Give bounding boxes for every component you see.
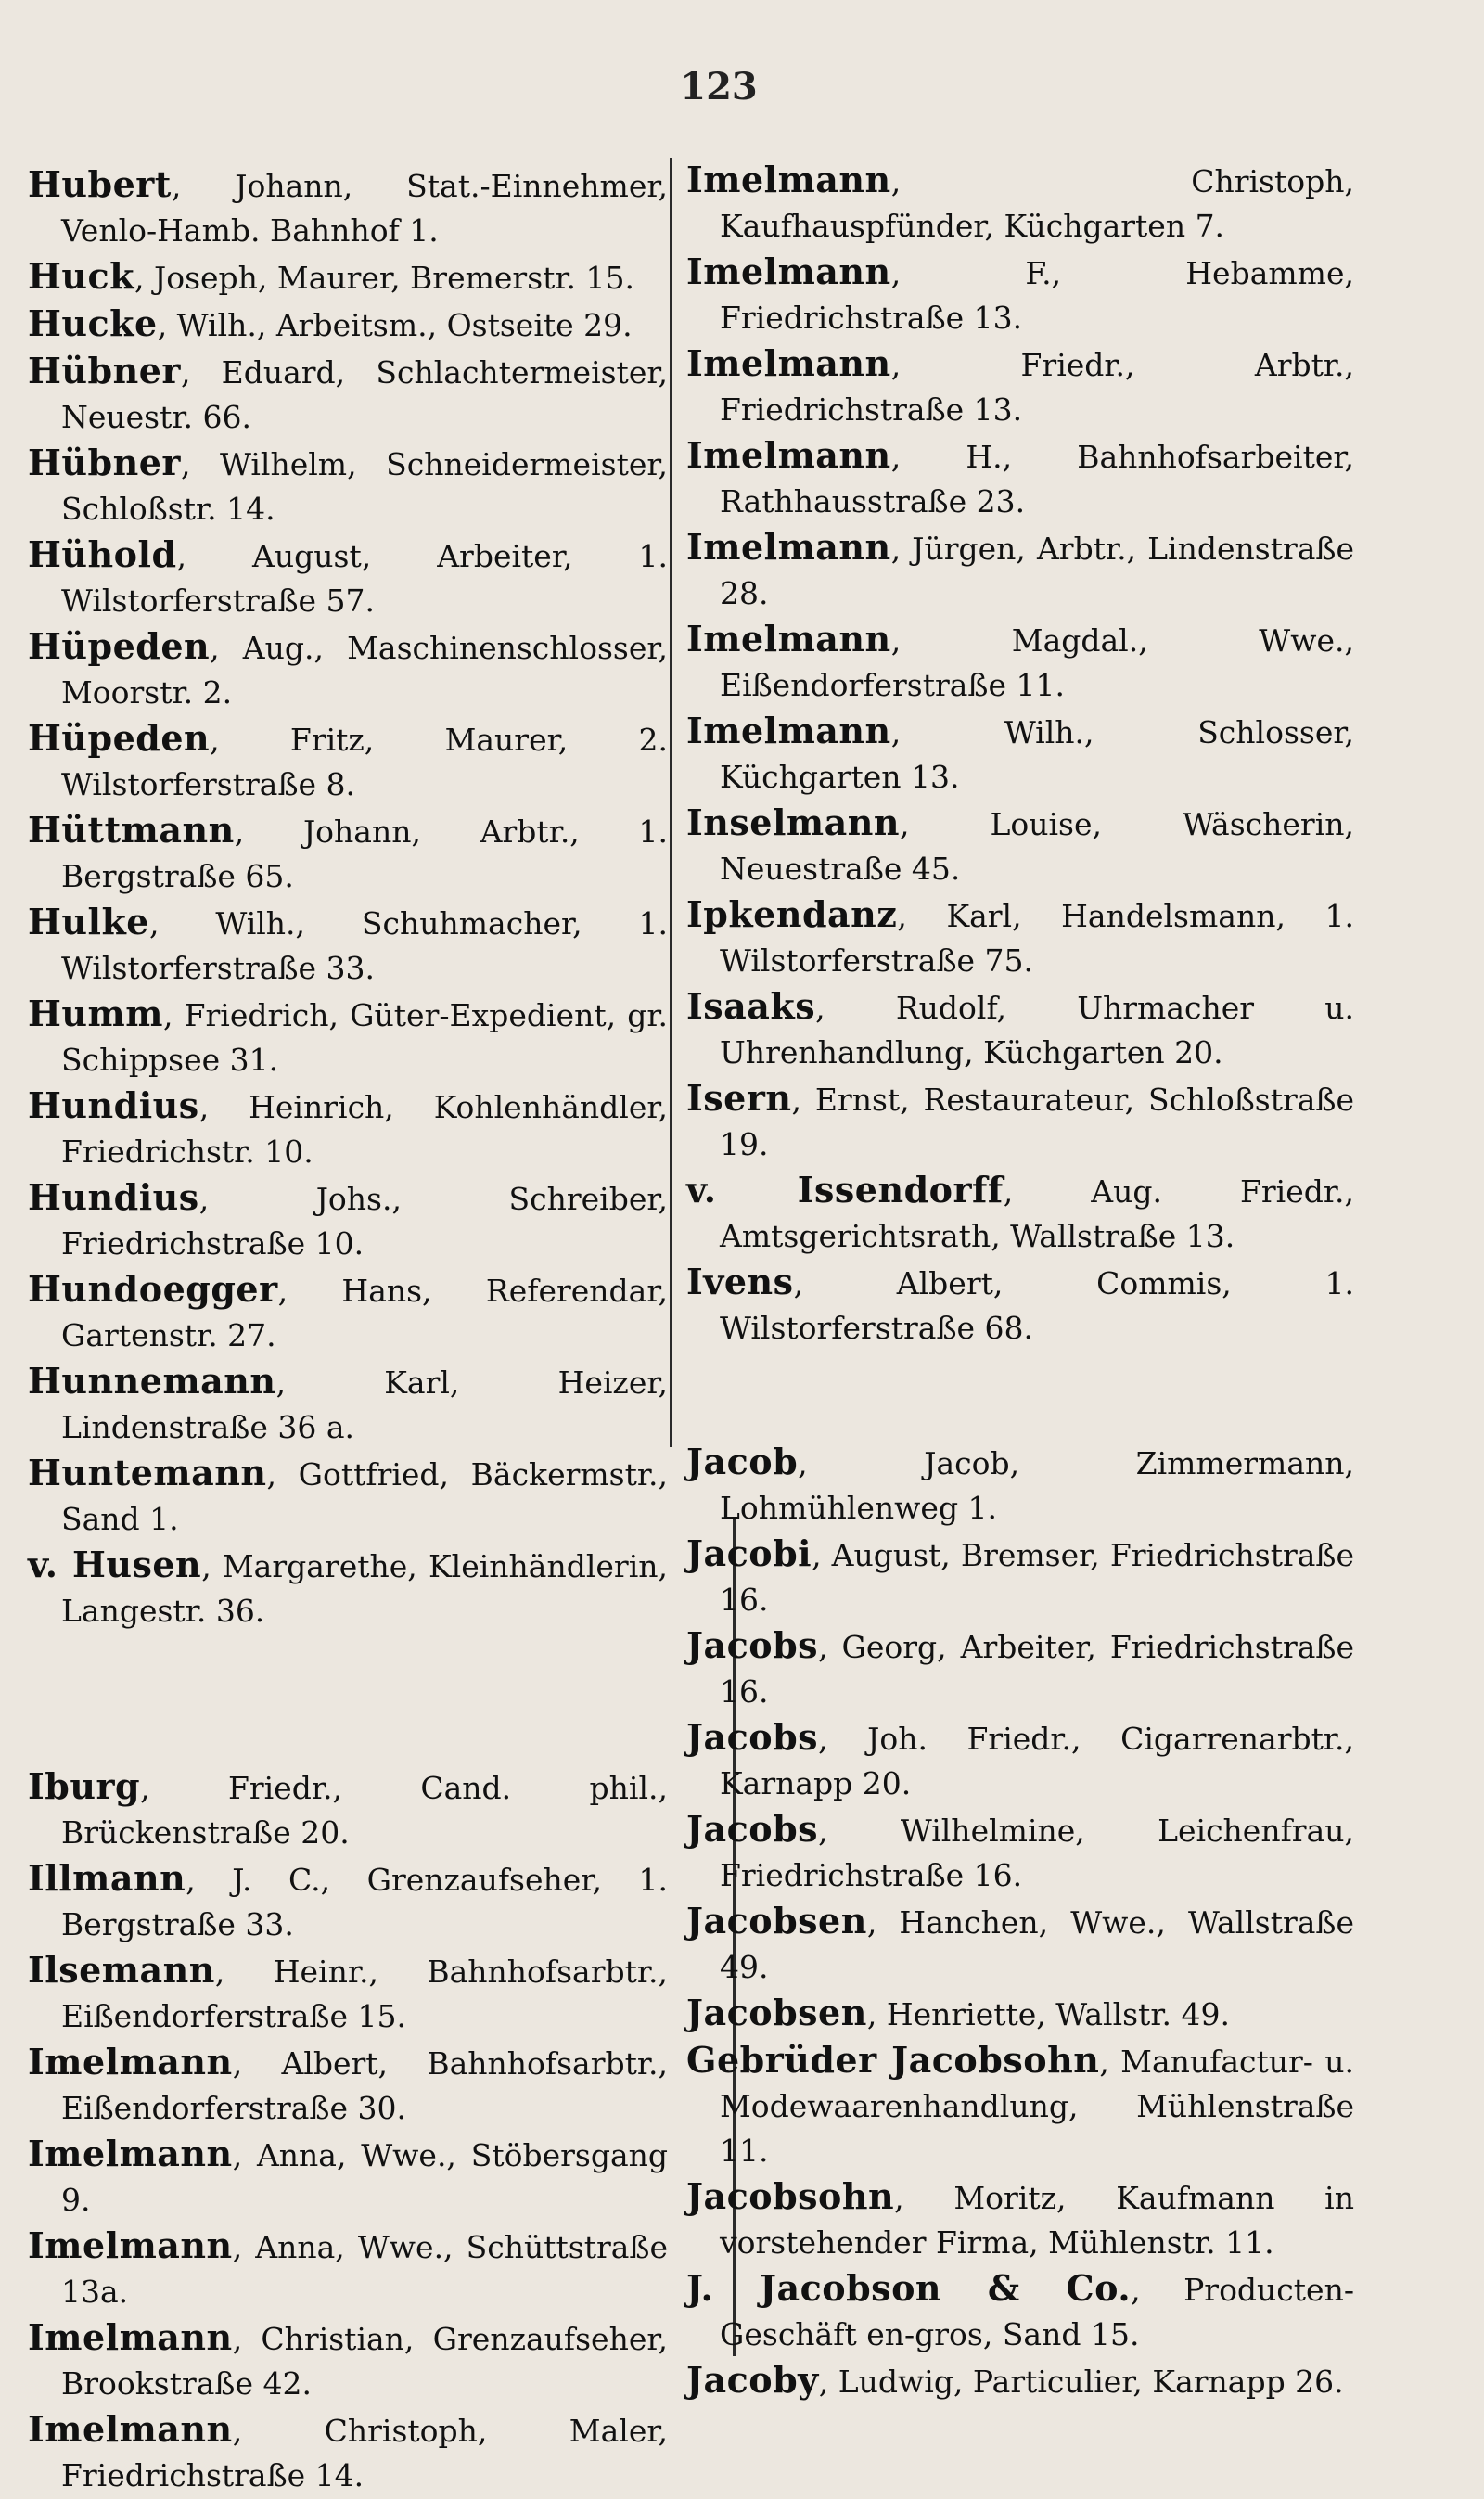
directory-entry: [28, 1083, 668, 1174]
entry-name: Imelmann: [28, 2316, 233, 2358]
entry-details: , Wilh., Schlosser, Küchgarten 13.: [720, 714, 1354, 795]
entry-details: , Georg, Arbeiter, Friedrichstraße 16.: [720, 1629, 1354, 1710]
entry-details: , Christian, Grenzaufseher, Brookstraße 42.: [61, 2321, 668, 2402]
entry-name: Jacobi: [686, 1532, 812, 1574]
entry-name: Ilsemann: [28, 1949, 215, 1991]
entry-details: , Gottfried, Bäckermstr., Sand 1.: [61, 1456, 668, 1537]
entry-name: Jacoby: [686, 2359, 819, 2401]
directory-entry: [686, 2038, 1354, 2173]
directory-entry: [686, 709, 1354, 800]
entry-details: , Karl, Heizer, Lindenstraße 36 a.: [61, 1365, 668, 1445]
directory-entry: [686, 250, 1354, 340]
entry-details: , Producten-Geschäft en-gros, Sand 15.: [720, 2272, 1354, 2352]
entry-details: , Joh. Friedr., Cigarrenarbtr., Karnapp 20.: [720, 1721, 1354, 1801]
directory-entry: [28, 1267, 668, 1358]
entry-details: , Hanchen, Wwe., Wallstraße 49.: [720, 1904, 1354, 1985]
entry-details: , H., Bahnhofsarbeiter, Rathhausstraße 23.: [720, 439, 1354, 519]
directory-entry: [28, 716, 668, 807]
entry-details: , Ernst, Restaurateur, Schloßstraße 19.: [720, 1082, 1354, 1162]
entry-name: Imelmann: [28, 2041, 233, 2082]
directory-entry: [686, 1899, 1354, 1990]
directory-entry: [28, 1543, 668, 1634]
directory-entry: [686, 1991, 1354, 2037]
entry-details: , Margarethe, Kleinhändlerin, Langestr. 36.: [61, 1548, 668, 1629]
entry-details: , Moritz, Kaufmann in vorstehender Firma, Mühlenstr. 11.: [720, 2180, 1354, 2261]
entries-h: [28, 162, 668, 1634]
entry-details: , Friedr., Arbtr., Friedrichstraße 13.: [720, 347, 1354, 428]
entry-name: Isaaks: [686, 985, 816, 1027]
directory-entry: [28, 1764, 668, 1855]
left-column: [28, 162, 668, 2499]
entry-details: , Johs., Schreiber, Friedrichstraße 10.: [61, 1181, 668, 1262]
entry-name: Imelmann: [686, 250, 891, 292]
entry-name: Imelmann: [28, 2224, 233, 2266]
entry-details: , Wilhelmine, Leichenfrau, Friedrichstraße 16.: [720, 1813, 1354, 1893]
directory-entry: [28, 1451, 668, 1542]
entry-details: , Louise, Wäscherin, Neuestraße 45.: [720, 806, 1354, 887]
directory-entry: [686, 2266, 1354, 2357]
directory-entry: [28, 349, 668, 440]
entry-name: Jacob: [686, 1441, 799, 1482]
entry-details: , Karl, Handelsmann, 1. Wilstorferstraße 75.: [720, 898, 1354, 979]
directory-entry: [686, 1623, 1354, 1714]
directory-entry: [686, 892, 1354, 983]
entry-details: , Aug., Maschinenschlosser, Moorstr. 2.: [61, 630, 668, 711]
directory-entry: [28, 2315, 668, 2406]
entry-details: , Aug. Friedr., Amtsgerichtsrath, Wallstraße 13.: [720, 1173, 1354, 1254]
entry-name: Illmann: [28, 1857, 186, 1899]
entry-details: , Friedr., Cand. phil., Brückenstraße 20.: [61, 1770, 668, 1851]
directory-entry: [686, 1076, 1354, 1167]
entry-details: , Rudolf, Uhrmacher u. Uhrenhandlung, Küchgarten 20.: [720, 990, 1354, 1070]
entry-name: Hubert: [28, 163, 172, 205]
directory-entry: [686, 525, 1354, 616]
entry-name: Hüpeden: [28, 625, 211, 667]
entry-name: J. Jacobson & Co.: [686, 2267, 1132, 2309]
entry-details: , Albert, Commis, 1. Wilstorferstraße 68.: [720, 1265, 1354, 1346]
directory-entry: [686, 617, 1354, 708]
entry-name: Isern: [686, 1077, 792, 1119]
directory-entry: [28, 532, 668, 623]
entry-details: , Christoph, Maler, Friedrichstraße 14.: [61, 2413, 668, 2493]
entry-details: , Albert, Bahnhofsarbtr., Eißendorferstraße 30.: [61, 2045, 668, 2126]
directory-entry: [686, 341, 1354, 432]
entry-details: , F., Hebamme, Friedrichstraße 13.: [720, 255, 1354, 336]
directory-entry: [28, 301, 668, 348]
directory-entry: [28, 1856, 668, 1947]
section-gap: [686, 1352, 1354, 1440]
entry-name: Inselmann: [686, 801, 900, 843]
entry-details: , J. C., Grenzaufseher, 1. Bergstraße 33.: [61, 1862, 668, 1942]
entry-details: , Wilh., Arbeitsm., Ostseite 29.: [157, 307, 633, 343]
directory-entry: [686, 1715, 1354, 1806]
entry-details: , Fritz, Maurer, 2. Wilstorferstraße 8.: [61, 722, 668, 802]
entry-details: , Johann, Stat.-Einnehmer, Venlo-Hamb. Bahnhof 1.: [61, 168, 668, 249]
entry-details: , August, Bremser, Friedrichstraße 16.: [720, 1537, 1354, 1618]
entry-details: , Magdal., Wwe., Eißendorferstraße 11.: [720, 622, 1354, 703]
directory-entry: [686, 2174, 1354, 2265]
entry-name: Hühold: [28, 533, 177, 575]
entries-j: [686, 1440, 1354, 2404]
right-column: [686, 158, 1354, 2405]
entry-name: Humm: [28, 993, 163, 1034]
directory-entry: [28, 992, 668, 1083]
entry-name: Hübner: [28, 442, 181, 483]
column-divider: [670, 158, 672, 1447]
entry-name: Imelmann: [686, 526, 891, 568]
entry-details: , Manufactur- u. Modewaarenhandlung, Mühlenstraße 11.: [720, 2044, 1355, 2169]
entry-name: Imelmann: [686, 618, 891, 660]
entry-details: , Jürgen, Arbtr., Lindenstraße 28.: [720, 531, 1354, 611]
entry-name: Imelmann: [28, 2408, 233, 2450]
directory-entry: [28, 162, 668, 253]
entry-name: Imelmann: [28, 2133, 233, 2174]
entry-name: Imelmann: [686, 434, 891, 476]
directory-entry: [28, 2040, 668, 2131]
directory-entry: [28, 2223, 668, 2314]
directory-entry: [28, 1359, 668, 1450]
entry-details: , Henriette, Wallstr. 49.: [866, 1996, 1230, 2032]
entry-details: , Wilhelm, Schneidermeister, Schloßstr. 14.: [61, 446, 668, 527]
directory-entry: [28, 808, 668, 899]
entry-name: Ivens: [686, 1261, 794, 1302]
directory-entry: [28, 2407, 668, 2498]
directory-entry: [686, 801, 1354, 891]
entry-details: , Friedrich, Güter-Expedient, gr. Schippsee 31.: [61, 997, 668, 1078]
entry-details: , Christoph, Kaufhauspfünder, Küchgarten 7.: [720, 163, 1354, 244]
entry-details: , Jacob, Zimmermann, Lohmühlenweg 1.: [720, 1445, 1354, 1526]
directory-entry: [686, 1168, 1354, 1259]
entry-name: v. Husen: [28, 1544, 202, 1585]
directory-entry: [28, 1948, 668, 2039]
entries-i: [28, 1764, 668, 2498]
directory-entry: [686, 1440, 1354, 1531]
entry-name: v. Issendorff: [686, 1169, 1004, 1211]
directory-entry: [686, 433, 1354, 524]
entry-name: Imelmann: [686, 159, 891, 200]
directory-entry: [686, 1260, 1354, 1351]
directory-entry: [686, 1807, 1354, 1898]
entry-name: Hübner: [28, 350, 181, 391]
entry-details: , Hans, Referendar, Gartenstr. 27.: [61, 1273, 668, 1353]
entry-name: Huck: [28, 255, 134, 297]
entry-details: , Anna, Wwe., Stöbersgang 9.: [61, 2137, 668, 2218]
entry-name: Hulke: [28, 901, 149, 942]
entry-details: , Heinr., Bahnhofsarbtr., Eißendorferstraße 15.: [61, 1954, 668, 2034]
entry-name: Hüttmann: [28, 809, 235, 851]
directory-entry: [28, 624, 668, 715]
entry-details: , Wilh., Schuhmacher, 1. Wilstorferstraße 33.: [61, 905, 668, 986]
directory-entry: [686, 158, 1354, 249]
entry-name: Hundius: [28, 1084, 199, 1126]
directory-entry: [28, 441, 668, 532]
entry-name: Imelmann: [686, 342, 891, 384]
entry-name: Gebrüder Jacobsohn: [686, 2039, 1100, 2081]
entry-name: Jacobsen: [686, 1992, 867, 2033]
entry-name: Ipkendanz: [686, 893, 898, 935]
directory-entry: [28, 900, 668, 991]
entry-name: Jacobsohn: [686, 2175, 895, 2217]
directory-entry: [686, 2358, 1354, 2404]
entry-details: , Joseph, Maurer, Bremerstr. 15.: [134, 260, 635, 296]
entry-name: Hunnemann: [28, 1360, 276, 1402]
entry-details: , Johann, Arbtr., 1. Bergstraße 65.: [61, 814, 668, 894]
entry-name: Jacobs: [686, 1716, 819, 1758]
entry-details: , August, Arbeiter, 1. Wilstorferstraße 57.: [61, 538, 668, 619]
entry-name: Jacobsen: [686, 1900, 867, 1942]
entry-name: Imelmann: [686, 710, 891, 751]
directory-entry: [28, 1175, 668, 1266]
entry-name: Hundoegger: [28, 1268, 278, 1310]
entries-i-continued: [686, 158, 1354, 1351]
entry-name: Iburg: [28, 1765, 141, 1807]
entry-name: Hucke: [28, 302, 158, 344]
entry-name: Huntemann: [28, 1452, 267, 1493]
entry-name: Hundius: [28, 1176, 199, 1218]
directory-entry: [686, 1531, 1354, 1622]
entry-details: , Ludwig, Particulier, Karnapp 26.: [818, 2364, 1344, 2400]
entry-details: , Heinrich, Kohlenhändler, Friedrichstr. 10.: [61, 1089, 668, 1170]
directory-entry: [28, 2132, 668, 2223]
directory-entry: [686, 984, 1354, 1075]
page-number: 123: [680, 65, 758, 109]
entry-name: Hüpeden: [28, 717, 211, 759]
entry-details: , Anna, Wwe., Schüttstraße 13a.: [61, 2229, 668, 2310]
section-gap: [28, 1634, 668, 1764]
entry-details: , Eduard, Schlachtermeister, Neuestr. 66.: [61, 354, 668, 435]
entry-name: Jacobs: [686, 1808, 819, 1850]
entry-name: Jacobs: [686, 1624, 819, 1666]
directory-entry: [28, 254, 668, 301]
